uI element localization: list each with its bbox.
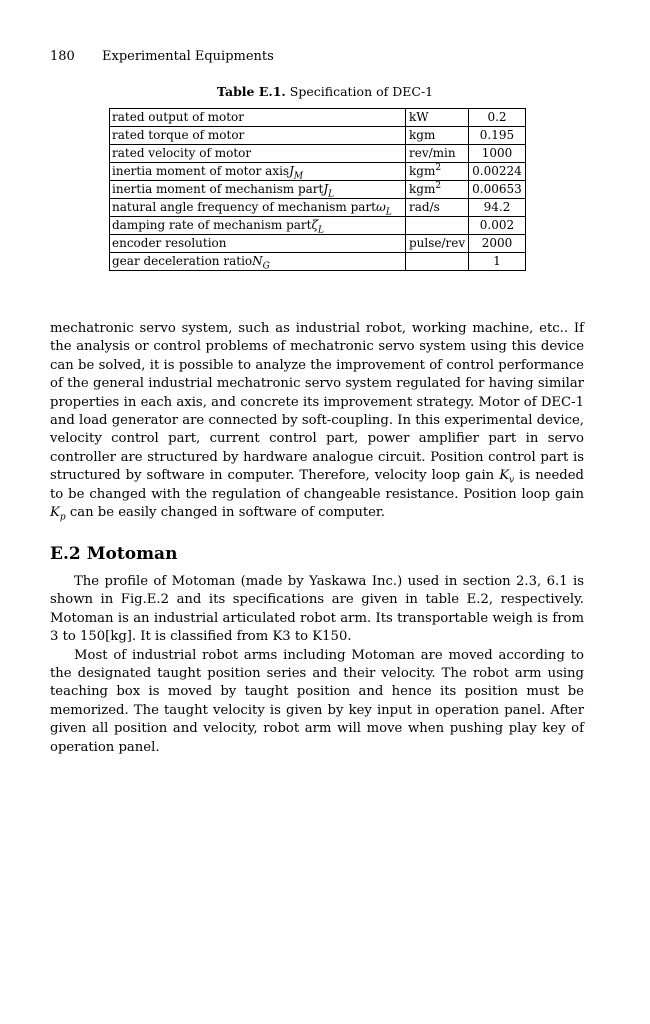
symbol-k: K	[499, 468, 510, 484]
param-name: encoder resolution	[112, 236, 227, 250]
value-cell	[469, 181, 526, 199]
table-caption	[0, 84, 650, 100]
symbol-subscript-p: p	[59, 512, 66, 523]
param-symbol: J	[323, 182, 329, 196]
paragraph-motoman-profile: The profile of Motoman (made by Yaskawa Inc.) used in section 2.3, 6.1 is shown in Fig.E.2 and its specifications are given in table E.2, respectively. Motoman is an industrial articulated robot arm. Its transportable weigh is from 3 to 150[kg]. It is classified from K3 to K150.	[50, 574, 584, 645]
param-cell	[110, 253, 406, 271]
param-cell	[110, 235, 406, 253]
table-row	[110, 145, 526, 163]
value-cell	[469, 163, 526, 181]
section-title: Motoman	[86, 544, 178, 564]
table-row	[110, 163, 526, 181]
chapter-title: Experimental Equipments	[102, 49, 274, 64]
unit-text: kgm	[409, 128, 436, 142]
table-row	[110, 127, 526, 145]
section-body	[50, 573, 584, 757]
value-cell	[469, 217, 526, 235]
value-text: 94.2	[483, 200, 511, 214]
param-symbol-subscript: L	[385, 207, 392, 218]
section-heading	[50, 543, 177, 565]
table-caption-label: Table E.1.	[216, 84, 286, 99]
unit-text: rev/min	[409, 146, 456, 160]
value-cell	[469, 145, 526, 163]
unit-superscript: 2	[435, 181, 442, 191]
value-cell	[469, 199, 526, 217]
unit-text: pulse/rev	[409, 236, 466, 250]
unit-text: rad/s	[409, 200, 440, 214]
value-text: 2000	[481, 236, 513, 250]
param-symbol-subscript: L	[317, 225, 324, 236]
unit-cell	[406, 127, 469, 145]
unit-text: kgm	[409, 164, 436, 178]
param-name: rated torque of motor	[112, 128, 245, 142]
param-cell	[110, 109, 406, 127]
param-name: rated output of motor	[112, 110, 244, 124]
unit-cell	[406, 253, 469, 271]
unit-cell	[406, 199, 469, 217]
value-text: 0.00224	[472, 164, 522, 178]
unit-cell	[406, 181, 469, 199]
table-caption-text: Specification of DEC-1	[289, 84, 434, 99]
param-symbol: ω	[376, 200, 386, 214]
param-name: natural angle frequency of mechanism part	[112, 200, 377, 214]
value-text: 1	[493, 254, 501, 268]
table-row	[110, 217, 526, 235]
unit-text: kW	[409, 110, 429, 124]
value-cell	[469, 127, 526, 145]
unit-cell	[406, 217, 469, 235]
table-row	[110, 235, 526, 253]
symbol-subscript-v: v	[509, 475, 515, 486]
unit-cell	[406, 163, 469, 181]
param-cell	[110, 199, 406, 217]
param-symbol-subscript: M	[293, 171, 304, 182]
unit-cell	[406, 109, 469, 127]
unit-cell	[406, 145, 469, 163]
unit-text: kgm	[409, 182, 436, 196]
value-cell	[469, 109, 526, 127]
param-name: rated velocity of motor	[112, 146, 252, 160]
specification-table	[109, 108, 526, 271]
param-symbol-subscript: G	[262, 261, 270, 272]
param-name: gear deceleration ratio	[112, 254, 253, 268]
specification-table-body	[110, 109, 526, 271]
value-cell	[469, 253, 526, 271]
paragraph-text-segment: mechatronic servo system, such as industrial robot, working machine, etc.. If the analysis or control problems of mechatronic servo system using this device can be solved, it is possible to analyze the improvement of control performance of the general industrial mechatronic servo system regulated for having similar properties in each axis, and concrete its improvement strategy. Motor of DEC-1 and load generator are connected by soft-coupling. In this experimental device, velocity control part, current control part, power amplifier part in servo controller are structured by hardware analogue circuit. Position control part is structured by software in computer. Therefore, velocity loop gain	[50, 321, 584, 484]
paragraph-text-segment: can be easily changed in software of computer.	[65, 505, 385, 521]
value-text: 0.2	[487, 110, 507, 124]
paragraph-text-segment: is needed to be changed with the regulation of changeable resistance. Position loop gain	[50, 468, 584, 502]
table-row	[110, 253, 526, 271]
table-row	[110, 199, 526, 217]
param-cell	[110, 145, 406, 163]
value-text: 0.00653	[472, 182, 522, 196]
param-cell	[110, 163, 406, 181]
value-text: 1000	[481, 146, 513, 160]
table-row	[110, 181, 526, 199]
section-number: E.2	[50, 544, 81, 564]
param-symbol: ζ	[311, 218, 318, 232]
symbol-k: K	[50, 505, 60, 521]
running-head	[50, 49, 274, 65]
unit-superscript: 2	[435, 163, 442, 173]
param-cell	[110, 127, 406, 145]
unit-cell	[406, 235, 469, 253]
paragraph-dec1-description	[50, 320, 584, 522]
param-name: damping rate of mechanism part	[112, 218, 312, 232]
param-symbol: J	[289, 164, 294, 178]
paragraph-dec1-text	[50, 320, 584, 522]
param-name: inertia moment of motor axis	[112, 164, 290, 178]
value-text: 0.195	[479, 128, 515, 142]
table-row	[110, 109, 526, 127]
value-cell	[469, 235, 526, 253]
param-symbol: N	[252, 254, 263, 268]
param-symbol-subscript: L	[328, 189, 335, 200]
paragraph-motoman-operation: Most of industrial robot arms including Motoman are moved according to the designated taught position series and their velocity. The robot arm using teaching box is moved by taught position and hence its position must be memorized. The taught velocity is given by key input in operation panel. After given all position and velocity, robot arm will move when pushing play key of operation panel.	[50, 647, 584, 755]
param-cell	[110, 217, 406, 235]
value-text: 0.002	[479, 218, 515, 232]
param-name: inertia moment of mechanism part	[112, 182, 324, 196]
page-number: 180	[50, 49, 75, 64]
param-cell	[110, 181, 406, 199]
